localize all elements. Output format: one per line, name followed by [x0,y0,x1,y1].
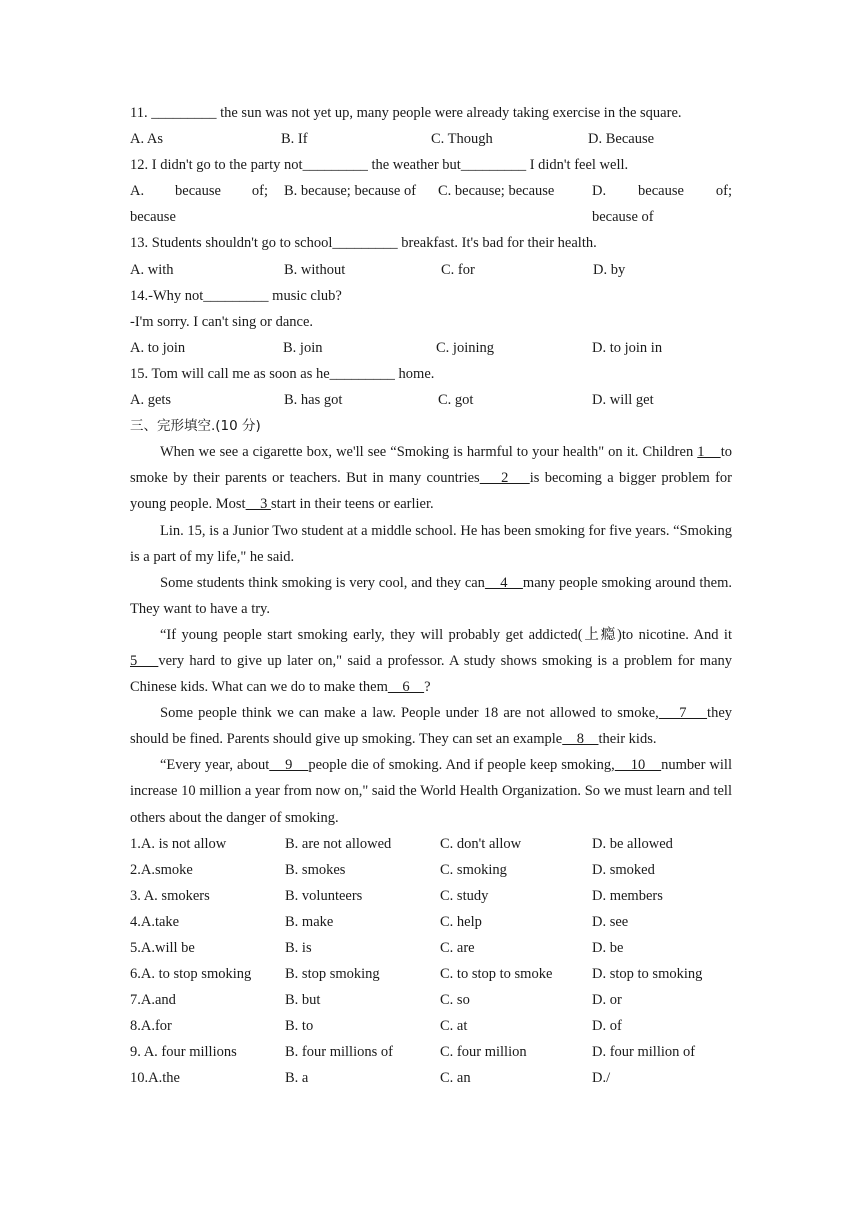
option-b[interactable]: B. has got [284,392,343,409]
cloze-option-row [130,1013,732,1039]
cloze-5-option-c[interactable]: C. are [440,940,475,956]
option-a[interactable]: A. with [130,261,174,278]
blank-5[interactable]: 5 [130,652,159,669]
question-12-options [130,178,732,204]
option-d-continued: because of [592,209,654,226]
cloze-4-option-d[interactable]: D. see [592,913,629,930]
passage-paragraph-3: Some students think smoking is very cool, and they can 4 many people smoking around them. They want to have a try. [130,574,732,617]
option-d[interactable]: D. will get [592,392,654,409]
cloze-3-option-a[interactable]: 3. A. smokers [130,887,210,904]
cloze-8-option-a[interactable]: 8.A.for [130,1018,172,1035]
question-12-options-continued [130,204,732,230]
cloze-8-option-d[interactable]: D. of [592,1018,622,1035]
exam-page [130,100,732,1092]
cloze-option-row [130,935,732,961]
cloze-1-option-d[interactable]: D. be allowed [592,835,673,852]
option-c[interactable]: C. got [438,392,474,409]
blank-1[interactable]: 1 [697,444,721,461]
option-a[interactable]: A. because of; [130,183,268,200]
cloze-option-row [130,909,732,935]
passage-paragraph-5: Some people think we can make a law. People under 18 are not allowed to smoke, 7 they should be fined. Parents should give up smoking. They can set an example 8 their kids. [130,705,733,748]
option-b[interactable]: B. because; because of [284,183,417,200]
blank-4[interactable]: 4 [484,574,523,591]
question-13-stem: 13. Students shouldn't go to school_________ breakfast. It's bad for their health. [130,235,597,252]
blank-7[interactable]: 7 [658,705,708,722]
blank-3[interactable]: 3 [245,496,271,513]
cloze-4-option-b[interactable]: B. make [285,913,334,930]
cloze-1-option-a[interactable]: 1.A. is not allow [130,835,227,852]
cloze-3-option-d[interactable]: D. members [592,887,663,904]
option-c[interactable]: C. because; because [438,183,555,200]
cloze-7-option-a[interactable]: 7.A.and [130,992,176,1009]
cloze-3-option-c[interactable]: C. study [440,887,489,904]
question-12-stem: 12. I didn't go to the party not_________ the weather but_________ I didn't feel well. [130,157,629,174]
cloze-6-option-c[interactable]: C. to stop to smoke [440,966,553,983]
cloze-8-option-c[interactable]: C. at [440,1018,468,1035]
cloze-9-option-d[interactable]: D. four million of [592,1044,696,1061]
cloze-2-option-a[interactable]: 2.A.smoke [130,861,193,878]
cloze-5-option-d[interactable]: D. be [592,940,624,956]
cloze-4-option-c[interactable]: C. help [440,913,482,930]
cloze-6-option-d[interactable]: D. stop to smoking [592,966,703,983]
question-11-options [130,126,732,152]
cloze-option-row [130,961,732,987]
blank-8[interactable]: 8 [562,731,599,748]
option-c[interactable]: C. joining [436,339,495,356]
option-a[interactable]: A. As [130,131,164,148]
cloze-1-option-c[interactable]: C. don't allow [440,835,522,852]
cloze-2-option-d[interactable]: D. smoked [592,861,655,878]
cloze-5-option-b[interactable]: B. is [285,940,312,956]
blank-10[interactable]: 10 [614,757,662,774]
cloze-2-option-c[interactable]: C. smoking [440,861,507,878]
cloze-option-row [130,857,732,883]
cloze-10-option-d[interactable]: D./ [592,1070,611,1087]
option-d[interactable]: D. because of; [592,183,732,200]
cloze-9-option-b[interactable]: B. four millions of [285,1044,393,1061]
cloze-7-option-c[interactable]: C. so [440,992,470,1009]
option-d[interactable]: D. to join in [592,339,663,356]
cloze-option-row [130,987,732,1013]
option-a-continued: because [130,209,176,226]
option-d[interactable]: D. by [593,261,626,278]
cloze-9-option-a[interactable]: 9. A. four millions [130,1044,237,1061]
cloze-2-option-b[interactable]: B. smokes [285,861,346,878]
passage-paragraph-4: “If young people start smoking early, they will probably get addicted(上瘾)to nicotine. And it 5 very hard to give up later on," said a professor. A study shows smoking is a problem for many Chinese kids. What can we do to make them 6 ? [130,626,733,696]
cloze-5-option-a[interactable]: 5.A.will be [130,940,195,956]
question-15-options [130,387,732,413]
option-a[interactable]: A. gets [130,392,172,409]
question-15-stem: 15. Tom will call me as soon as he_________ home. [130,365,435,382]
question-13-options [130,257,732,283]
cloze-6-option-a[interactable]: 6.A. to stop smoking [130,966,252,983]
option-b[interactable]: B. without [284,261,346,278]
option-d[interactable]: D. Because [588,131,655,148]
option-c[interactable]: C. Though [431,131,493,148]
cloze-10-option-b[interactable]: B. a [285,1070,309,1087]
option-b[interactable]: B. If [281,131,308,148]
blank-9[interactable]: 9 [269,757,309,774]
cloze-10-option-c[interactable]: C. an [440,1070,471,1087]
cloze-7-option-d[interactable]: D. or [592,992,622,1009]
question-11-stem: 11. _________ the sun was not yet up, many people were already taking exercise in the square. [130,105,682,121]
cloze-9-option-c[interactable]: C. four million [440,1044,527,1061]
blank-2[interactable]: 2 [479,470,530,487]
option-c[interactable]: C. for [441,261,475,278]
cloze-option-row [130,1039,732,1065]
cloze-options-list [130,831,732,1092]
question-14-reply: -I'm sorry. I can't sing or dance. [130,313,314,330]
cloze-3-option-b[interactable]: B. volunteers [285,887,363,904]
cloze-option-row [130,883,732,909]
passage-paragraph-6: “Every year, about 9 people die of smoking. And if people keep smoking, 10 number will increase 10 million a year from now on," said the World Health Organization. So we must learn and tell others about the danger of smoking. [130,757,732,826]
option-b[interactable]: B. join [283,339,323,356]
question-14-stem: 14.-Why not_________ music club? [130,287,342,304]
passage-paragraph-2: Lin. 15, is a Junior Two student at a middle school. He has been smoking for five years. “Smoking is a part of my life," he said. [130,522,732,565]
cloze-1-option-b[interactable]: B. are not allowed [285,835,392,852]
cloze-option-row [130,831,732,857]
passage-paragraph-1: When we see a cigarette box, we'll see “Smoking is harmful to your health" on it. Children 1 to smoke by their parents or teachers. But in many countries 2 is becoming a bigger problem for young people. Most 3 start in their teens or earlier. [130,444,733,513]
blank-6[interactable]: 6 [387,679,425,696]
cloze-8-option-b[interactable]: B. to [285,1018,314,1035]
option-a[interactable]: A. to join [130,339,186,356]
cloze-option-row [130,1065,732,1091]
section-3-title: 三、完形填空.(10 分) [130,418,261,435]
cloze-10-option-a[interactable]: 10.A.the [130,1070,180,1087]
question-14-options [130,335,732,361]
cloze-6-option-b[interactable]: B. stop smoking [285,966,380,983]
cloze-4-option-a[interactable]: 4.A.take [130,913,180,930]
cloze-7-option-b[interactable]: B. but [285,992,321,1009]
